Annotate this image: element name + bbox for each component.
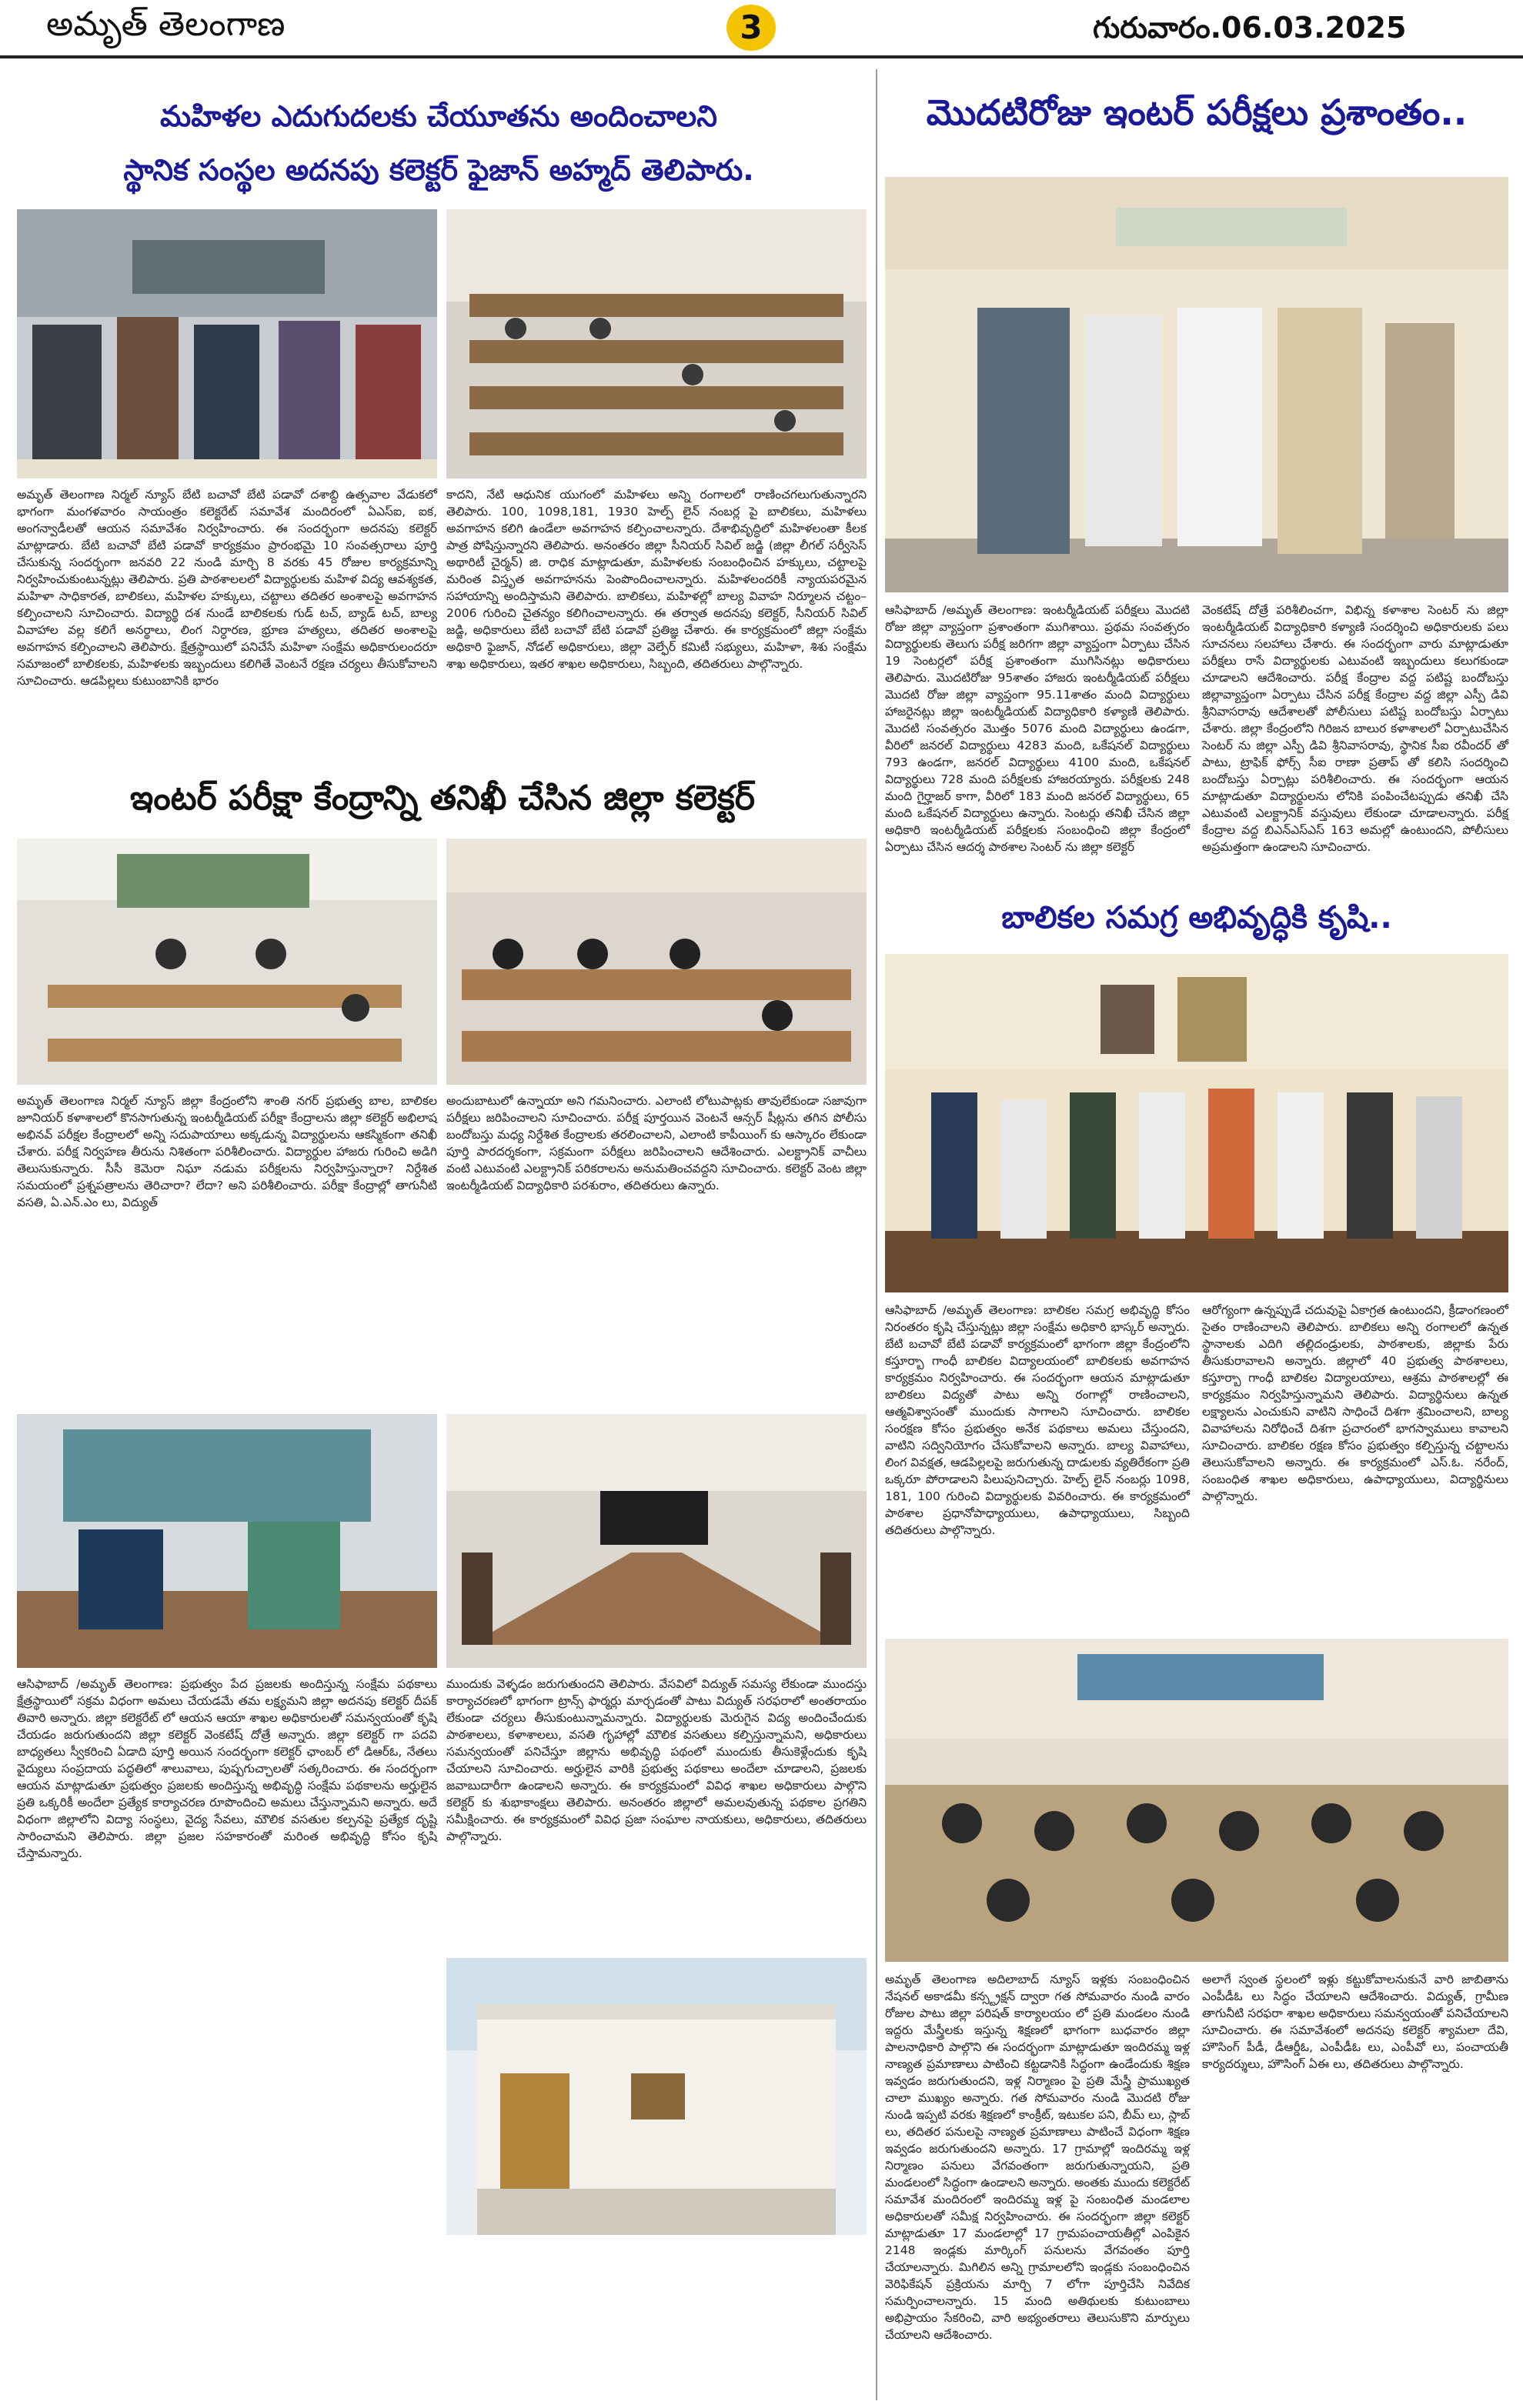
women-body-col2: కాదని, నేటి ఆధునిక యుగంలో మహిళలు అన్ని రంగాలలో రాణించగలుగుతున్నారని తెలిపారు. 100, 1098,181, 1930 హెల్ప్ లైన్ నంబర్ల పై బాలికలు, మహిళలు అవగాహన కలిగి ఉండేలా అవగాహన కల్పించాలన్నారు. దేశాభివృద్ధిలో మహిళలంతా కీలక పాత్ర పోషిస్తున్నారని తెలిపారు. అనంతరం జిల్లా సీనియర్ సివిల్ జడ్జి (జిల్లా లీగల్ సర్వీసెస్ అథారిటీ చైర్మన్) జి. రాధిక మాట్లాడుతూ, మహిళలకు సంబంధించిన హక్కులు, చట్టాలపై మరింత విస్తృత అవగాహనను పెంపొందించాలన్నారు. మహిళలందరికీ న్యాయపరమైన సహాయాన్ని అందిస్తామని తెలిపారు. బాలికలు, మహిళల్లో బాల్య వివాహ నిర్మూలన చట్టం–2006 గురించి చైతన్యం కలిగించాలన్నారు. ఈ తర్వాత అదనపు కలెక్టర్, సీనియర్ సివిల్ జడ్జి, అధికారులు బేటి బచావో బేటి పడావో ప్రతిజ్ఞ చేశారు. ఈ కార్యక్రమంలో జిల్లా సంక్షేమ అధికారి ఫైజాన్, నోడల్ అధికారులు, జిల్లా వెల్ఫేర్ కమిటీ సభ్యులు, మహిళా, శిశు సంక్షేమ శాఖ అధికారులు, ఇతర శాఖల అధికారులు, సిబ్బంది, తదితరులు పాల్గొన్నారు. <box>446 488 867 671</box>
inspection-body-col1: అమృత్ తెలంగాణ నిర్మల్ న్యూస్ జిల్లా కేంద్రంలోని శాంతి నగర్ ప్రభుత్వ బాల, బాలికల జూనియర్ కళాశాలలో కొనసాగుతున్న ఇంటర్మీడియట్ పరీక్షా కేంద్రాలను జిల్లా కలెక్టర్ అభిలాష అభినవ్ పరీక్షల కేంద్రాలలో అన్ని సదుపాయాలు అక్కడున్న విద్యార్థులను ఆకస్మికంగా తనిఖీ చేశారు. పరీక్ష నిర్వహణ తీరును నిశితంగా పరిశీలించారు. విద్యార్థుల హాజరు గురించి అడిగి తెలుసుకున్నారు. సీసీ కెమెరా నిఘా నడుమ పరీక్షలను నిర్వహిస్తున్నారా? నిర్దేశిత సమయంలో ప్రశ్నపత్రాలను తెరిచారా? లేదా? అని పరిశీలించారు. పరీక్షా కేంద్రాల్లో తాగునీటి వసతి, ఏ.ఎన్.ఎం లు, విద్యుత్ <box>17 1094 437 1209</box>
masthead-rule <box>0 55 1523 58</box>
health-body-col2: ముందుకు వెళ్ళడం జరుగుతుందని తెలిపారు. వేసవిలో విద్యుత్ సమస్య లేకుండా ముందస్తు కార్యాచరణలో భాగంగా ట్రాన్స్ ఫార్మర్లు మార్చడంతో పాటు విద్యుత్ సరఫరాలో అంతరాయం లేకుండా చర్యలు తీసుకుంటున్నామన్నారు. విద్యార్థులకు మెరుగైన విద్య అందించేందుకు పాఠశాలలు, కళాశాలలు, వసతి గృహాల్లో మౌలిక వసతులు కల్పిస్తున్నామని, అధికారులు సమన్వయంతో పనిచేస్తూ జిల్లాను అభివృద్ధి పథంలో ముందుకు తీసుకెళ్లేందుకు కృషి చేయాలని సూచించారు. అర్హులైన వారికి ప్రభుత్వ పథకాలు అందేలా చూడాలని, ప్రజలకు జవాబుదారీగా ఉండాలని అన్నారు. ఈ కార్యక్రమంలో వివిధ శాఖల అధికారులు పాల్గొని కలెక్టర్ కు శుభాకాంక్షలు తెలిపారు. అనంతరం జిల్లాలో అమలవుతున్న పథకాల ప్రగతిని సమీక్షించారు. ఈ కార్యక్రమంలో వివిధ ప్రజా సంఘాల నాయకులు, అధికారులు, తదితరులు పాల్గొన్నారు. <box>446 1677 867 1843</box>
inspection-photo-2 <box>446 839 867 1085</box>
girls-classroom-photo <box>885 1639 1508 1962</box>
inspection-body-col2: అందుబాటులో ఉన్నాయా అని గమనించారు. ఎలాంటి లోటుపాట్లకు తావులేకుండా సజావుగా పరీక్షలు జరిపించాలని సూచించారు. పరీక్ష పూర్తయిన వెంటనే ఆన్సర్ షీట్లను తగిన పోలీసు బందోబస్తు మధ్య నిర్దేశిత కేంద్రాలకు తరలించాలని, ఎలాంటి కాపీయింగ్ కు ఆస్కారం లేకుండా పూర్తి పారదర్శకంగా, సక్రమంగా పరీక్షలు జరిపించాలని ఆదేశించారు. ఎలక్ట్రానిక్ వాచీలు వంటి ఎటువంటి ఎలక్ట్రానిక్ పరికరాలను అనుమతించవద్దని సూచించారు. కలెక్టర్ వెంట జిల్లా ఇంటర్మీడియట్ విద్యాధికారి పరశురాం, తదితరులు ఉన్నారు. <box>446 1094 867 1192</box>
inter-first-day-headline: మొదటిరోజు ఇంటర్ పరీక్షలు ప్రశాంతం.. <box>926 92 1468 133</box>
column-separator <box>876 69 877 2400</box>
issue-date: గురువారం.06.03.2025 <box>1093 11 1407 45</box>
inspection-photo-1 <box>17 839 437 1085</box>
inspection-headline: ఇంటర్ పరీక్షా కేంద్రాన్ని తనిఖీ చేసిన జిల్లా కలెక్టర్ <box>130 779 755 818</box>
welfare-headline: బాలికల సమగ్ర అభివృద్ధికి కృషి.. <box>1001 900 1392 936</box>
masthead <box>0 0 1523 55</box>
women-body-col1: అమృత్ తెలంగాణ నిర్మల్ న్యూస్ బేటి బచావో బేటి పడావో దశాబ్ది ఉత్సవాల వేడుకలో భాగంగా మంగళవారం సాయంత్రం కలెక్టరేట్ సమావేశ మందిరంలో ఏఎస్ఐ, ఐక, అంగన్వాడీలతో ఆయన సమావేశం నిర్వహించారు. ఈ సందర్భంగా అదనపు కలెక్టర్ మాట్లాడారు. బేటి బచావో బేటి పడావో కార్యక్రమం ప్రారంభమై 10 సంవత్సరాలు పూర్తి చేసుకున్న సందర్భంగా జనవరి 22 నుండి మార్చి 8 వరకు 45 రోజుల కార్యక్రమాన్ని నిర్వహించుకుంటున్నట్లు తెలిపారు. ప్రతి పాఠశాలలలో విద్యార్థులకు మహిళ విద్య ఆవశ్యకత, మహిళా సాధికారత, బాలికలు, మహిళల హక్కులు, చట్టాలు తదితర అంశాలపై అవగాహన కల్పించాలని సూచించారు. విద్యార్థి దశ నుండే బాలికలకు గుడ్ టచ్, బ్యాడ్ టచ్, బాల్య వివాహాల వల్ల కలిగే అనర్థాలు, లింగ నిర్ధారణ, భ్రూణ హత్యలు, తదితర అంశాలపై అవగాహన కల్పించాలని తెలిపారు. క్షేత్రస్థాయిలో పనిచేసే మహిళా సంక్షేమ అధికారులందరూ సమాజంలో బాలికలకు, మహిళలకు ఇబ్బందులు కలిగితే వెంటనే రక్షణ చర్యలు తీసుకోవాలని సూచించారు. ఆడపిల్లలు కుటుంబానికి భారం <box>17 488 437 688</box>
women-hall-photo <box>446 209 867 479</box>
girls-body-col1: అమృత్ తెలంగాణ అదిలాబాద్ న్యూస్ ఇళ్లకు సంబంధించిన నేషనల్ అకాడమీ కన్స్ట్రక్షన్ ద్వారా గత సోమవారం నుండి వారం రోజుల పాటు జిల్లా పరిషత్ కార్యాలయం లో ప్రతి మండలం నుండి ఇద్దరు మేస్త్రీలకు ఇస్తున్న శిక్షణలో భాగంగా బుధవారం జిల్లా పాలనాధికారి పాల్గొని ఈ సందర్భంగా మాట్లాడుతూ ఇందిరమ్మ ఇళ్ల నాణ్యత ప్రమాణాలు పాటించి కట్టడానికి సిద్ధంగా ఉండేందుకు శిక్షణ ఇవ్వడం జరుగుతుందని, ఇళ్ల నిర్మాణం పై ప్రతి మేస్త్రీ ప్రాముఖ్యత చాలా ముఖ్యం అన్నారు. గత సోమవారం నుండి మొదటి రోజు నుండి ఇప్పటి వరకు శిక్షణలో కాంక్రీట్, ఇటుకల పని, బీమ్ లు, స్లాబ్ లు, తదితర పనులపై నాణ్యత ప్రమాణాలు పాటించే విధంగా శిక్షణ ఇవ్వడం జరుగుతుందని అన్నారు. 17 గ్రామాల్లో ఇందిరమ్మ ఇళ్ల నిర్మాణం పనులు వేగవంతంగా జరుగుతున్నాయని, ప్రతి మండలంలో సిద్ధంగా ఉండాలని అన్నారు. అంతకు ముందు కలెక్టరేట్ సమావేశ మందిరంలో ఇందిరమ్మ ఇళ్ల పై సంబంధిత మండలాల అధికారులతో సమీక్ష నిర్వహించారు. ఈ సందర్భంగా జిల్లా కలెక్టర్ మాట్లాడుతూ 17 మండలాల్లో 17 గ్రామపంచాయతీల్లో ఎంపికైన 2148 ఇండ్లకు మార్కింగ్ పనులను వేగవంతం పూర్తి చేయాలన్నారు. మిగిలిన అన్ని గ్రామాలలోని ఇండ్లకు సంబంధించిన వెరిఫికేషన్ ప్రక్రియను మార్చి 7 లోగా పూర్తిచేసి నివేదిక సమర్పించాలన్నారు. 15 మంది అతిథులకు కుటుంబాలు అభిప్రాయం సేకరించి, వారి అభ్యంతరాలు తెలుసుకొని మార్పులు చేయాలని ఆదేశించారు. <box>885 1973 1190 2342</box>
inter-first-day-photo <box>885 177 1508 592</box>
indiramma-body-col2 <box>446 2243 867 2396</box>
women-headline-1: మహిళల ఎదుగుదలకు చేయూతను అందించాలని <box>160 99 717 133</box>
health-collector-photo <box>17 1414 437 1668</box>
women-meeting-photo <box>17 209 437 479</box>
newspaper-title: అమృత్ తెలంగాణ <box>46 5 286 44</box>
health-body-col1: ఆసిఫాబాద్ /అమృత్ తెలంగాణ: ప్రభుత్వం పేద ప్రజలకు అందిస్తున్న సంక్షేమ పథకాలు క్షేత్రస్థాయిలో సక్రమ విధంగా అమలు చేయడమే తమ లక్ష్యమని జిల్లా అదనపు కలెక్టర్ దీపక్ తివారి అన్నారు. జిల్లా కలెక్టరేట్ లో ఆయన ఆయా శాఖల అధికారులతో సమన్వయంతో కృషి చేయడం జరుగుతుందని జిల్లా కలెక్టర్ వెంకటేష్ దోత్రే అన్నారు. జిల్లా కలెక్టర్ గా పదవి బాధ్యతలు స్వీకరించి ఏడాది పూర్తి అయిన సందర్భంగా కలెక్టర్ ఛాంబర్ లో డిఆర్ఓ, నేతలు వైద్యులు సంప్రదాయ పద్ధతిలో శాలువాలు, పుష్పగుచ్ఛాలతో సత్కరించారు. ఈ సందర్భంగా ఆయన మాట్లాడుతూ ప్రభుత్వం ప్రజలకు అందిస్తున్న అభివృద్ధి సంక్షేమ పథకాలను అర్హులైన ప్రతి ఒక్కరికీ అందేలా ప్రత్యేక కార్యాచరణ రూపొందించి అమలు చేస్తున్నామని అన్నారు. అదే విధంగా జిల్లాలోని విద్యా సంస్థలు, వైద్య సేవలు, మౌలిక వసతుల కల్పనపై ప్రత్యేక దృష్టి సారించామని తెలిపారు. జిల్లా ప్రజల సహకారంతో మరింత అభివృద్ధి కోసం కృషి చేస్తామన్నారు. <box>17 1677 437 1860</box>
welfare-body-col1: ఆసిఫాబాద్ /అమృత్ తెలంగాణ: బాలికల సమగ్ర అభివృద్ధి కోసం నిరంతరం కృషి చేస్తున్నట్లు జిల్లా సంక్షేమ అధికారి భాస్కర్ అన్నారు. బేటి బచావో బేటి పడావో కార్యక్రమంలో భాగంగా జిల్లా కేంద్రంలోని కస్తూర్బా గాంధీ బాలికల విద్యాలయంలో బాలికలకు అవగాహన కార్యక్రమం నిర్వహించారు. ఈ సందర్భంగా ఆయన మాట్లాడుతూ బాలికలు విద్యతో పాటు అన్ని రంగాల్లో రాణించాలని, ఆత్మవిశ్వాసంతో ముందుకు సాగాలని సూచించారు. బాలికల సంరక్షణ కోసం ప్రభుత్వం అనేక పథకాలు అమలు చేస్తుందని, వాటిని సద్వినియోగం చేసుకోవాలని అన్నారు. బాల్య వివాహాలు, లింగ వివక్షత, ఆడపిల్లలపై జరుగుతున్న దాడులకు వ్యతిరేకంగా ప్రతి ఒక్కరూ పోరాడాలని పిలుపునిచ్చారు. హెల్ప్ లైన్ నంబర్లు 1098, 181, 100 గురించి విద్యార్థులకు వివరించారు. ఈ కార్యక్రమంలో పాఠశాల ప్రధానోపాధ్యాయులు, ఉపాధ్యాయులు, సిబ్బంది తదితరులు పాల్గొన్నారు. <box>885 1303 1190 1537</box>
welfare-photo <box>885 954 1508 1292</box>
inter-first-day-body-col1: ఆసిఫాబాద్ /అమృత్ తెలంగాణ: ఇంటర్మీడియట్ పరీక్షలు మొదటి రోజు జిల్లా వ్యాప్తంగా ప్రశాంతంగా ముగిశాయి. ప్రథమ సంవత్సరం విద్యార్థులకు తెలుగు పరీక్ష జరిగగా జిల్లా వ్యాప్తంగా ఏర్పాటు చేసిన 19 సెంటర్లలో పరీక్ష ప్రశాంతంగా ముగిసినట్లు అధికారులు తెలిపారు. మొదటిరోజు 95శాతం హాజరు ఇంటర్మీడియట్ పరీక్షలు మొదటి రోజు జిల్లా వ్యాప్తంగా 95.11శాతం మంది విద్యార్థులు హాజరైనట్లు జిల్లా ఇంటర్మీడియట్ విద్యాధికారి కళ్యాణి తెలిపారు. మొదటి సంవత్సరం మొత్తం 5076 మంది విద్యార్థులు ఉండగా, వీరిలో జనరల్ విద్యార్థులు 4283 మంది, ఒకేషనల్ విద్యార్థులు 793 ఉండగా, జనరల్ విద్యార్థులు 4100 మంది, ఒకేషనల్ విద్యార్థులు 728 మంది పరీక్షలకు హాజరయ్యారు. పరీక్షలకు 248 మంది గైర్హాజర్ కాగా, వీరిలో 183 మంది జనరల్ విద్యార్థులు, 65 మంది ఒకేషనల్ విద్యార్థులు ఉన్నారు. సెంటర్లు తనిఖీ చేసిన జిల్లా అధికారి ఇంటర్మీడియట్ పరీక్షలకు సంబంధించి జిల్లా కేంద్రంలో ఏర్పాటు చేసిన ఆదర్శ పాఠశాల సెంటర్ ను జిల్లా కలెక్టర్ <box>885 603 1190 854</box>
indiramma-house-photo <box>446 1958 867 2235</box>
welfare-body-col2: ఆరోగ్యంగా ఉన్నప్పుడే చదువుపై ఏకాగ్రత ఉంటుందని, క్రీడాంగణంలో సైతం రాణించాలని తెలిపారు. బాలికలు అన్ని రంగాలలో ఉన్నత స్థానాలకు ఎదిగి తల్లిదండ్రులకు, పాఠశాలకు, జిల్లాకు పేరు తీసుకురావాలని అన్నారు. జిల్లాలో 40 ప్రభుత్వ పాఠశాలలు, కస్తూర్బా గాంధీ బాలికల విద్యాలయాలు, ఆశ్రమ పాఠశాలల్లో ఈ కార్యక్రమం నిర్వహిస్తున్నామని తెలిపారు. విద్యార్థినులు ఉన్నత లక్ష్యాలను ఎంచుకుని వాటిని సాధించే దిశగా శ్రమించాలని, బాల్య వివాహాలను నిరోధించే దిశగా ప్రచారంలో భాగస్వాములు కావాలని సూచించారు. బాలికల రక్షణ కోసం ప్రభుత్వం కల్పిస్తున్న చట్టాలను తెలుసుకోవాలని అన్నారు. ఈ కార్యక్రమంలో ఎస్.ఓ. నరేంద్, సంబంధిత శాఖల అధికారులు, ఉపాధ్యాయులు, విద్యార్థినులు పాల్గొన్నారు. <box>1202 1303 1508 1503</box>
inter-first-day-body-col2: వెంకటేష్ దోత్రే పరిశీలించగా, విభిన్న కళాశాల సెంటర్ ను జిల్లా ఇంటర్మీడియట్ విద్యాధికారి కళ్యాణి సందర్శించి అధికారులకు పలు సూచనలు సలహాలు చేశారు. ఈ సందర్భంగా వారు మాట్లాడుతూ పరీక్షలు రాసే విద్యార్థులకు ఎటువంటి ఇబ్బందులు కలుగకుండా చూడాలని ఆదేశించారు. పరీక్ష కేంద్రాల వద్ద పటిష్ట బందోబస్తు జిల్లావ్యాప్తంగా ఏర్పాటు చేసిన పరీక్ష కేంద్రాల వద్ద జిల్లా ఎస్పీ డివి శ్రీనివాసరావు ఆదేశాలతో పోలీసులు పటిష్ట బందోబస్తు ఏర్పాటు చేశారు. జిల్లా కేంద్రంలోని గిరిజన బాలుర కళాశాలలో ఏర్పాటుచేసిన సెంటర్ ను జిల్లా ఎస్పీ డివి శ్రీనివాసరావు, స్థానిక సీఐ రవీందర్ తో పాటు, ట్రాఫిక్ ఫోర్స్ సీఐ రాణా ప్రతాప్ తో కలిసి సందర్శించి బందోబస్తు ఏర్పాట్లు పరిశీలించారు. ఈ సందర్భంగా ఆయన మాట్లాడుతూ విద్యార్థులను లోనికి పంపించేటప్పుడు తనిఖీ చేసి ఎటువంటి ఎలక్ట్రానిక్ వస్తువులు లేకుండా చూడాలన్నారు. పరీక్ష కేంద్రాల వద్ద బిఎన్ఎస్ఎస్ 163 అమల్లో ఉంటుందని, పోలీసులు అప్రమత్తంగా ఉండాలని సూచించారు. <box>1202 603 1508 854</box>
page-number-badge: 3 <box>726 5 776 51</box>
girls-body-col2: అలాగే స్వంత స్థలంలో ఇళ్లు కట్టుకోవాలనుకునే వారి జాబితాను ఎంపీడీఓ లు సిద్ధం చేయాలని ఆదేశించారు. విద్యుత్, గ్రామీణ తాగునీటి సరఫరా శాఖల అధికారులు సమన్వయంతో పనిచేయాలని సూచించారు. ఈ సమావేశంలో అదనపు కలెక్టర్ శ్యామలా దేవి, హౌసింగ్ పీడీ, డీఆర్డీఓ, ఎంపీడీఓ లు, ఎంపీవో లు, పంచాయతీ కార్యదర్శులు, హౌసింగ్ ఏఈ లు, తదితరులు పాల్గొన్నారు. <box>1202 1973 1508 2071</box>
indiramma-body-col1 <box>17 1958 437 2396</box>
women-headline-2: స్థానిక సంస్థల అదనపు కలెక్టర్ ఫైజాన్ అహ్మద్ తెలిపారు. <box>123 153 754 187</box>
health-hall-photo <box>446 1414 867 1668</box>
water-body <box>885 2327 1508 2404</box>
